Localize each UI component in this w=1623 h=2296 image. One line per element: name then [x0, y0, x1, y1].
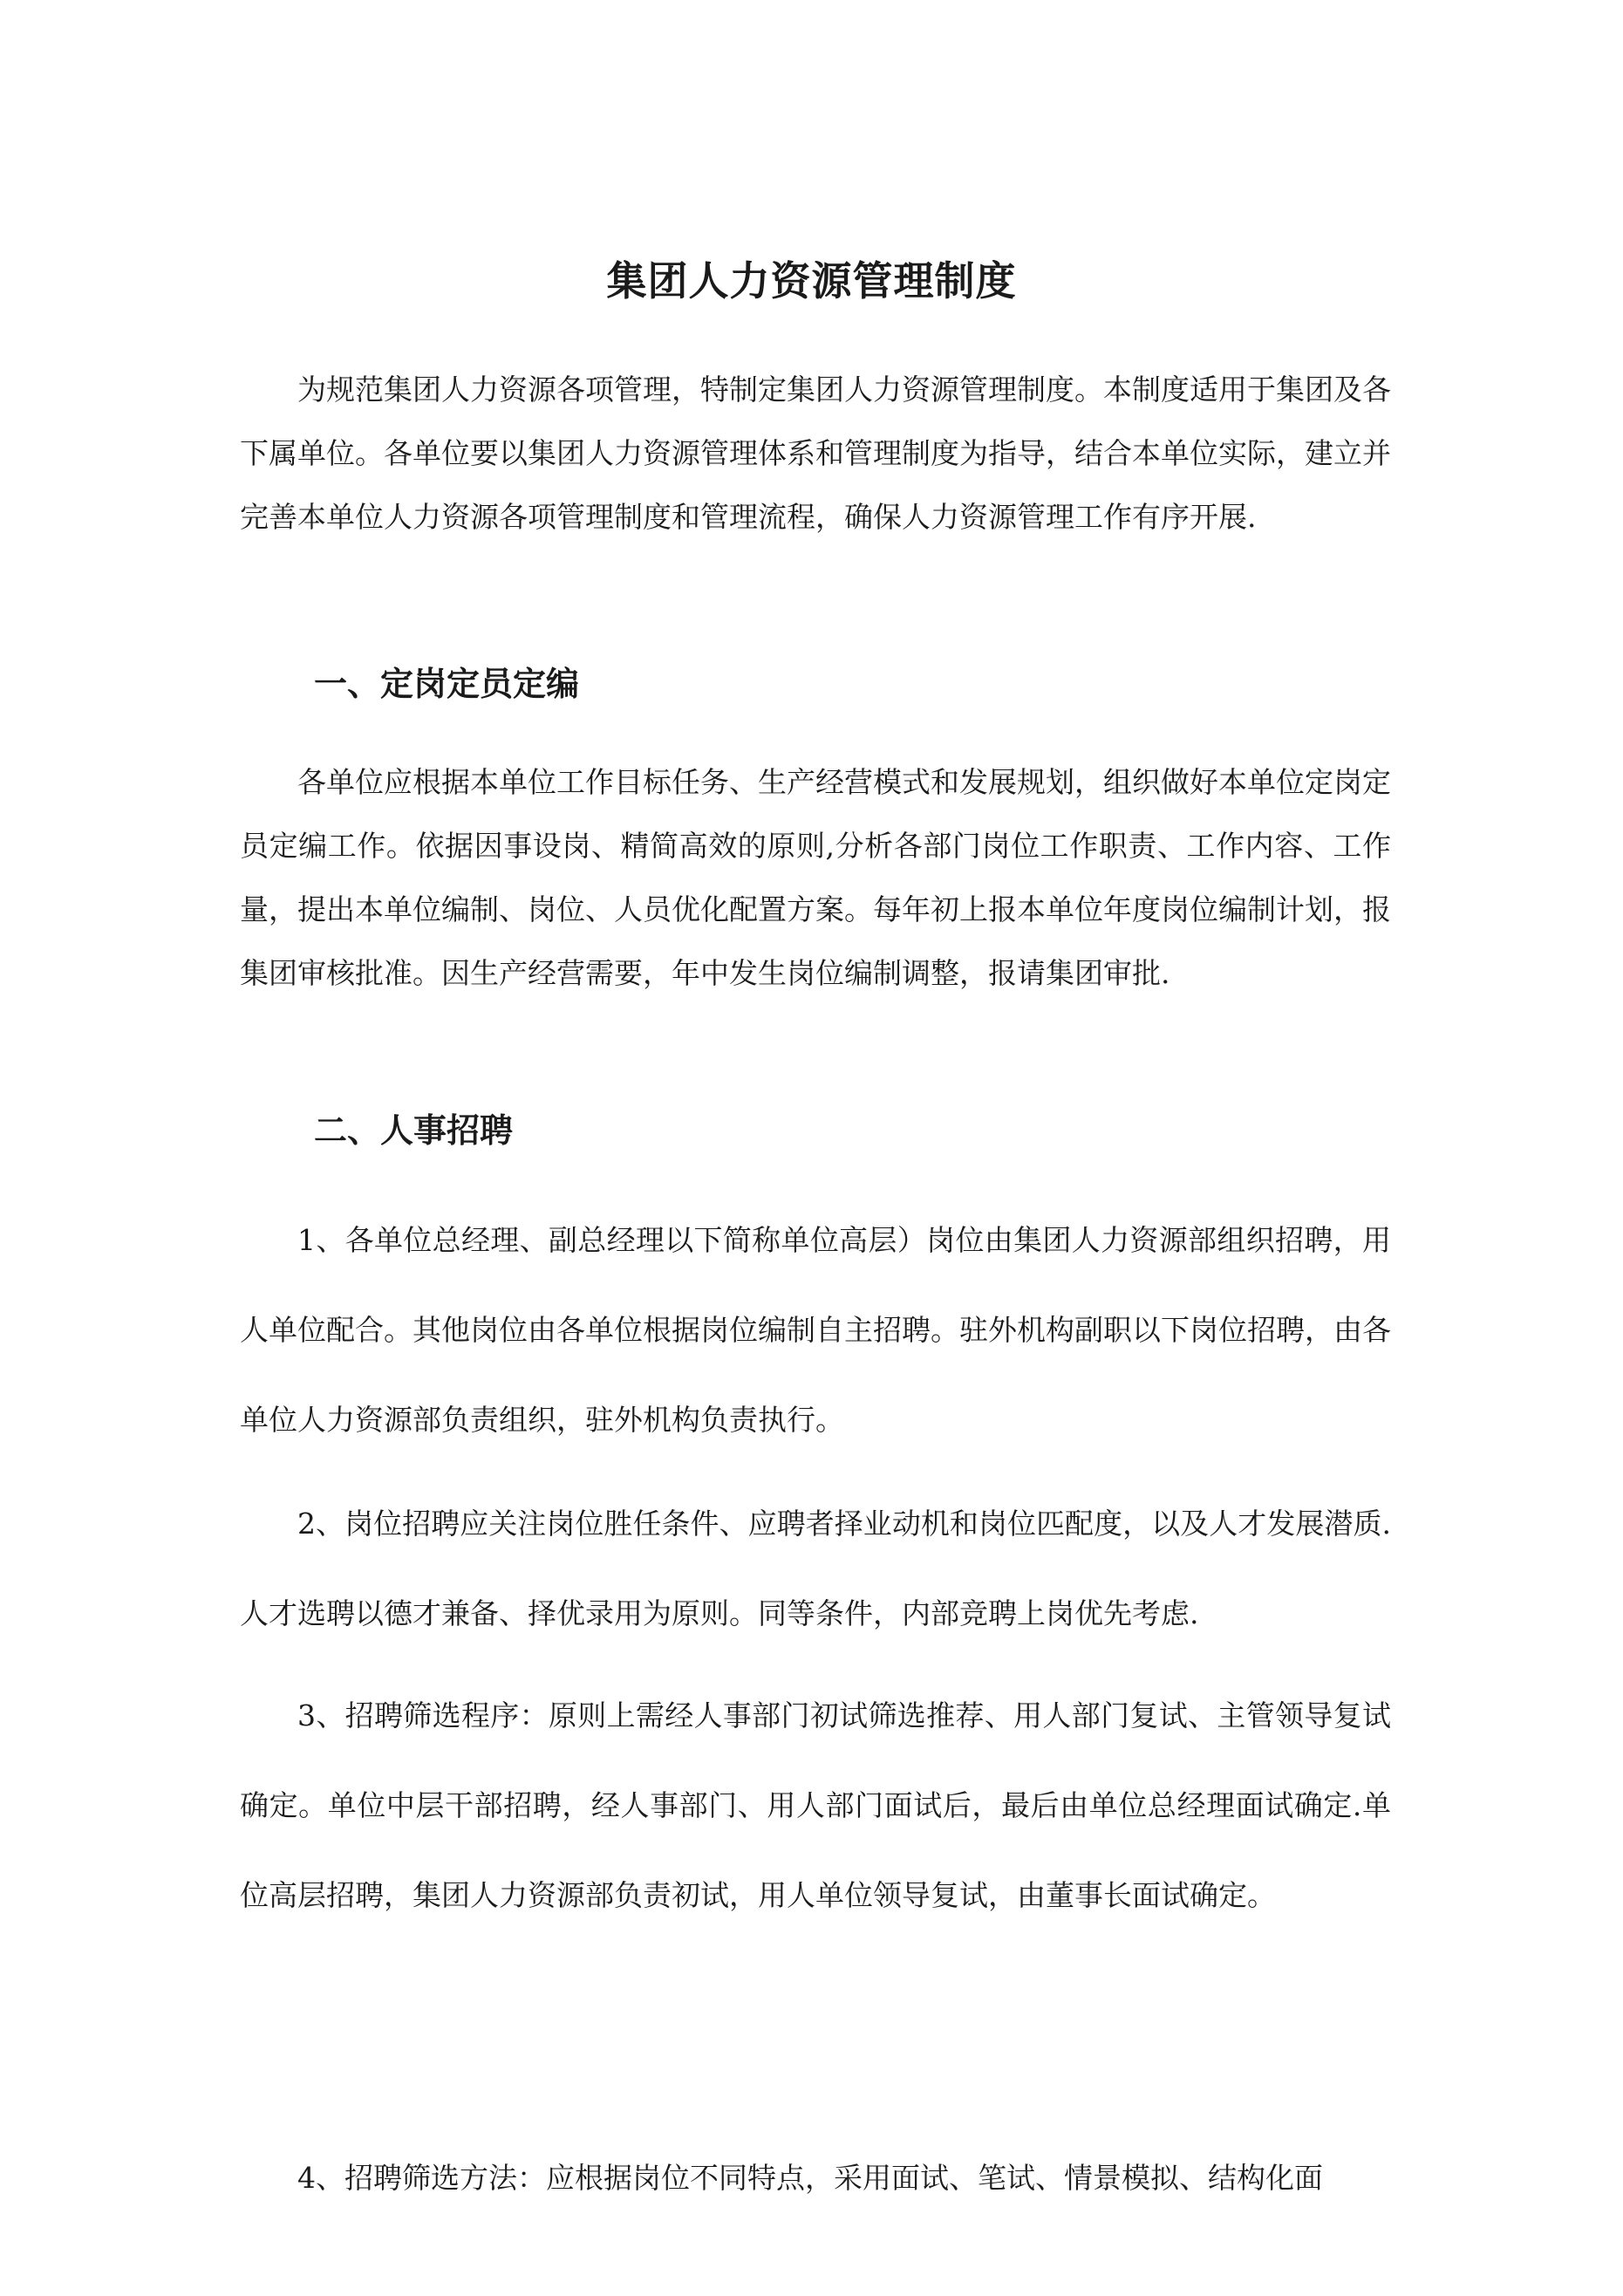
recruitment-clause-3: 3、招聘筛选程序：原则上需经人事部门初试筛选推荐、用人部门复试、主管领导复试确定。单位中层干部招聘，经人事部门、用人部门面试后，最后由单位总经理面试确定.单位高层招聘，集团人力资源部负责初试，用人单位领导复试，由董事长面试确定。: [240, 1698, 1391, 1912]
recruitment-clause-1: 1、各单位总经理、副总经理以下简称单位高层）岗位由集团人力资源部组织招聘，用人单位配合。其他岗位由各单位根据岗位编制自主招聘。驻外机构副职以下岗位招聘，由各单位人力资源部负责组织，驻外机构负责执行。: [240, 1223, 1391, 1437]
intro-paragraph: 为规范集团人力资源各项管理，特制定集团人力资源管理制度。本制度适用于集团及各下属单位。各单位要以集团人力资源管理体系和管理制度为指导，结合本单位实际，建立并完善本单位人力资源各项管理制度和管理流程，确保人力资源管理工作有序开展.: [240, 372, 1391, 534]
document-title: 集团人力资源管理制度: [606, 256, 1017, 304]
section-paragraph-staffing: 各单位应根据本单位工作目标任务、生产经营模式和发展规划，组织做好本单位定岗定员定编工作。依据因事设岗、精简高效的原则,分析各部门岗位工作职责、工作内容、工作量，提出本单位编制、岗位、人员优化配置方案。每年初上报本单位年度岗位编制计划，报集团审核批准。因生产经营需要，年中发生岗位编制调整，报请集团审批.: [240, 765, 1391, 990]
section-heading-recruitment: 二、人事招聘: [314, 1110, 514, 1150]
section-heading-staffing: 一、定岗定员定编: [314, 664, 580, 703]
recruitment-clause-4: 4、招聘筛选方法：应根据岗位不同特点，采用面试、笔试、情景模拟、结构化面: [297, 2161, 1323, 2195]
recruitment-clause-2: 2、岗位招聘应关注岗位胜任条件、应聘者择业动机和岗位匹配度，以及人才发展潜质.人才选聘以德才兼备、择优录用为原则。同等条件，内部竞聘上岗优先考虑.: [240, 1507, 1391, 1630]
